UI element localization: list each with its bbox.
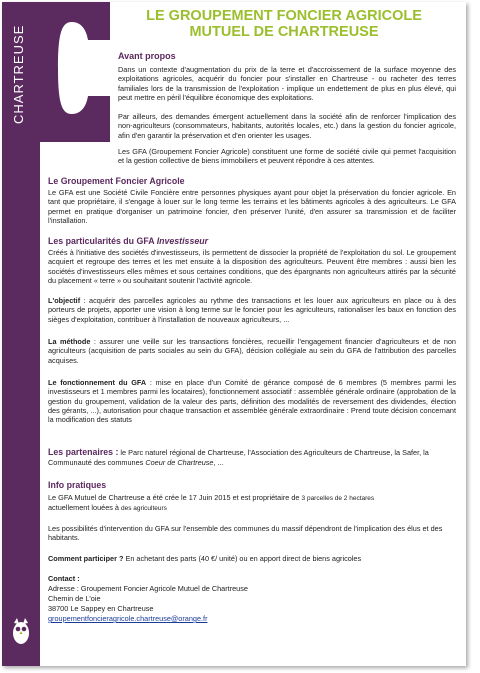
page-title: LE GROUPEMENT FONCIER AGRICOLE MUTUEL DE CHARTREUSE xyxy=(146,8,422,40)
avant-propos-heading: Avant propos xyxy=(118,51,176,61)
logo-letter-c xyxy=(26,2,110,142)
partenaires-text: Les partenaires : le Parc naturel régional de Chartreuse, l'Association des Agriculteurs de Chartreuse, la Safer, la Communauté des communes Coeur de Chartreuse, ... xyxy=(48,447,429,467)
infos-line1: Le GFA Mutuel de Chartreuse a été crée le 17 Juin 2015 et est propriétaire de 3 parcelles de 2 hectares xyxy=(48,493,375,502)
owl-logo-icon xyxy=(10,616,32,646)
avant-propos-p3: Les GFA (Groupement Foncier Agricole) constituent une forme de société civile qui permet l'acquisition et la gestion collective de biens immobiliers et peuvent répondre à ces attentes. xyxy=(118,147,456,166)
fonctionnement-text: Le fonctionnement du GFA : mise en place d'un Comité de gérance composé de 6 membres (5 membres parmi les investisseurs et 1 membres parmi les locataires), fonctionnement associatif : assemblée générale ordinaire (approbation de la gestion du groupement, validation de la valeur des parts, définition des modalités de reversement des dividendes, élection des gérants, ...), autorisation pour chaque transaction et assemblée générale extraordinaire : Prend toute décision concernant la modification des statuts xyxy=(48,378,456,425)
objectif-text: L'objectif : acquérir des parcelles agricoles au rythme des transactions et les louer aux agriculteurs en place ou à des porteurs de projets, apporter une vision à long terme sur le foncier pour les agriculteurs, rationaliser les baux en fonction des sièges d'exploitation, contribuer à l'installation de nouveaux agriculteurs, ... xyxy=(48,296,456,324)
infos-heading: Info pratiques xyxy=(48,480,107,490)
brand-vertical: CHARTREUSE xyxy=(11,24,26,124)
infos-line2: actuellement louées à des agriculteurs xyxy=(48,503,167,512)
infos-p2: Les possibilités d'intervention du GFA sur l'ensemble des communes du massif dépendront de l'implication des élus et des habitants. xyxy=(48,524,443,543)
participer-text: Comment participer ? En achetant des parts (40 €/ unité) ou en apport direct de biens agricoles xyxy=(48,554,362,563)
contact-adresse: Adresse : Groupement Foncier Agricole Mutuel de Chartreuse xyxy=(48,584,248,593)
particularites-heading: Les particularités du GFA Investisseur xyxy=(48,236,209,246)
contact-email-link[interactable]: groupementfoncieragricole.chartreuse@orange.fr xyxy=(48,614,208,623)
contact-street: Chemin de L'oie xyxy=(48,594,101,603)
methode-text: La méthode : assurer une veille sur les transactions foncières, recueillir l'engagement financier d'agriculteurs et de non agriculteurs (acquisition de parts sociales au sein du GFA), décision collégiale au sein du GFA de l'attribution des parcelles acquises. xyxy=(48,337,456,365)
particularites-p1: Créés à l'initiative des sociétés d'investisseurs, ils permettent de dissocier la propriété de l'exploitation du sol. Le groupement acquiert et regroupe des terres et les met ensuite à la disposition des agriculteurs. Peuvent être membres : aussi bien les sociétés d'investisseurs elles mêmes et sous certaines conditions, que des épargnants non agriculteurs attirés par la sécurité du placement « terre » ou souhaitant soutenir l'activité agricole. xyxy=(48,248,456,285)
avant-propos-p1: Dans un contexte d'augmentation du prix de la terre et d'accroissement de la surface moyenne des exploitations agricoles, acquérir du foncier pour s'installer en Chartreuse - ou racheter des terres familiales lors de la transmission de l'exploitation - implique un endettement de plus en plus élevé, qui peut mettre en péril l'équilibre économique des exploitations. xyxy=(118,65,456,102)
contact-city: 38700 Le Sappey en Chartreuse xyxy=(48,604,154,613)
avant-propos-p2: Par ailleurs, des demandes émergent actuellement dans la société afin de renforcer l'implication des non-agriculteurs (consommateurs, habitants, autorités locales, etc.) dans la gestion du foncier agricole, afin d'en garantir la préservation et d'en orienter les usages. xyxy=(118,112,456,140)
gfa-heading: Le Groupement Foncier Agricole xyxy=(48,176,185,186)
gfa-text: Le GFA est une Société Civile Foncière entre personnes physiques ayant pour objet la préservation du foncier agricole. En tant que propriétaire, il s'engage à louer sur le long terme les terrains et les bâtiments agricoles à des agriculteurs. Le GFA permet en pratique d'organiser un patrimoine foncier, d'en préserver l'unité, d'en assurer sa transmission et de faciliter l'installation. xyxy=(48,188,456,225)
contact-heading: Contact : xyxy=(48,574,80,583)
document-page xyxy=(2,2,466,666)
